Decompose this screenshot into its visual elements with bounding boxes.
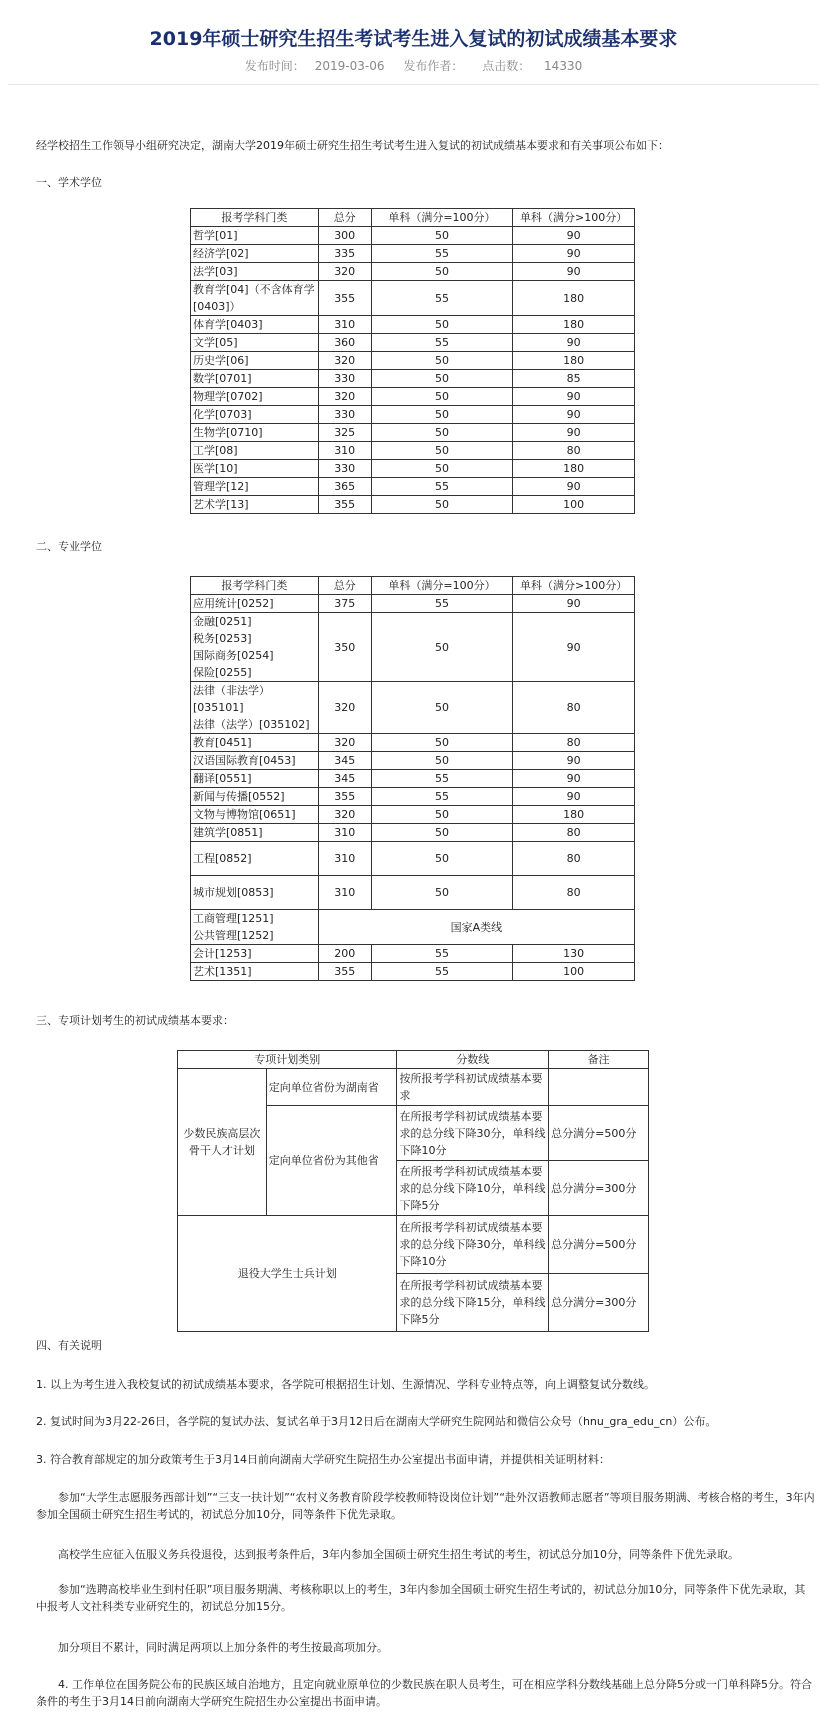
table-row: [191, 263, 635, 281]
score-cell: 355: [318, 963, 371, 981]
table-row: [191, 334, 635, 352]
table-row: [191, 352, 635, 370]
table-row: [191, 460, 635, 478]
table-header-cell: 总分: [318, 209, 371, 227]
score-cell: 50: [371, 424, 513, 442]
score-cell: 90: [513, 227, 635, 245]
table-row: [191, 842, 635, 876]
score-cell: 80: [513, 842, 635, 876]
table-row: [191, 442, 635, 460]
subject-cell: 医学[10]: [191, 460, 319, 478]
score-cell: 50: [371, 613, 513, 682]
table-row: [191, 876, 635, 910]
section1-heading: 一、学术学位: [36, 176, 102, 189]
subject-cell: 教育[0451]: [191, 734, 319, 752]
score-cell: 50: [371, 370, 513, 388]
section2-heading: 二、专业学位: [36, 540, 102, 553]
score-cell: 330: [318, 460, 371, 478]
score-cell: 80: [513, 876, 635, 910]
score-cell: 320: [318, 806, 371, 824]
score-cell: 50: [371, 876, 513, 910]
table-row: [191, 388, 635, 406]
subject-cell: 教育学[04]（不含体育学[0403]）: [191, 281, 319, 316]
subject-cell: 建筑学[0851]: [191, 824, 319, 842]
table-row: [191, 945, 635, 963]
score-cell: 50: [371, 442, 513, 460]
table-row: [191, 752, 635, 770]
table-row: [191, 910, 635, 945]
score-cell: 130: [513, 945, 635, 963]
score-cell: 320: [318, 682, 371, 734]
score-cell: 85: [513, 370, 635, 388]
subject-cell: 艺术学[13]: [191, 496, 319, 514]
table-row: [191, 613, 635, 682]
special-plan-table: [177, 1050, 649, 1332]
score-cell: 90: [513, 770, 635, 788]
table-row: [191, 788, 635, 806]
subject-cell: 应用统计[0252]: [191, 595, 319, 613]
table-header-cell: 单科（满分=100分）: [371, 209, 513, 227]
score-cell: 55: [371, 334, 513, 352]
score-cell: 80: [513, 682, 635, 734]
subject-cell: 文学[05]: [191, 334, 319, 352]
table-header-cell: 报考学科门类: [191, 209, 319, 227]
score-cell: 355: [318, 496, 371, 514]
table-header-cell: 总分: [318, 577, 371, 595]
table-row: [191, 734, 635, 752]
score-cell: 50: [371, 842, 513, 876]
note-hunan: [549, 1069, 649, 1106]
score-cell: 310: [318, 442, 371, 460]
publish-author-label: 发布作者：: [403, 59, 464, 73]
subject-cell: 工商管理[1251] 公共管理[1252]: [191, 910, 319, 945]
section3-heading: 三、专项计划考生的初试成绩基本要求：: [36, 1014, 234, 1027]
academic-degree-table: [190, 208, 635, 514]
subject-cell: 物理学[0702]: [191, 388, 319, 406]
score-cell: 55: [371, 788, 513, 806]
subject-cell: 工学[08]: [191, 442, 319, 460]
header-remark: 备注: [549, 1051, 649, 1069]
score-cell: 310: [318, 876, 371, 910]
score-cell: 320: [318, 263, 371, 281]
score-cell: 80: [513, 442, 635, 460]
sub-hunan: 定向单位省份为湖南省: [266, 1069, 397, 1106]
score-cell: 80: [513, 734, 635, 752]
score-cell: 50: [371, 263, 513, 281]
subject-cell: 文物与博物馆[0651]: [191, 806, 319, 824]
score-cell: 180: [513, 806, 635, 824]
score-cell: 50: [371, 806, 513, 824]
table-header-cell: 报考学科门类: [191, 577, 319, 595]
header-score-line: 分数线: [397, 1051, 549, 1069]
note-4: 4. 工作单位在国务院公布的民族区域自治地方，且定向就业原单位的少数民族在职人员考生，可在相应学科分数线基础上总分降5分或一门单科降5分。符合条件的考生于3月14日前向湖南大学研究生院招生办公室提出书面申请。: [36, 1678, 812, 1708]
score-cell: 375: [318, 595, 371, 613]
plan-veteran-student: 退役大学生士兵计划: [178, 1216, 397, 1332]
subject-cell: 法学[03]: [191, 263, 319, 281]
header-plan-category: 专项计划类别: [178, 1051, 397, 1069]
table-row: [191, 370, 635, 388]
score-cell: 90: [513, 263, 635, 281]
table-row: [191, 245, 635, 263]
score-cell: 180: [513, 460, 635, 478]
score-cell: 90: [513, 478, 635, 496]
score-cell: 345: [318, 752, 371, 770]
score-cell: 325: [318, 424, 371, 442]
score-cell: 310: [318, 316, 371, 334]
note-3a: 参加“大学生志愿服务西部计划”“三支一扶计划”“农村义务教育阶段学校教师特设岗位计划”“赴外汉语教师志愿者”等项目服务期满、考核合格的考生，3年内参加全国硕士研究生招生考试的，初试总分加10分，同等条件下优先录取。: [36, 1491, 815, 1521]
note-other-500: 总分满分=500分: [549, 1106, 649, 1161]
table-row: [191, 595, 635, 613]
table-header-cell: 单科（满分>100分）: [513, 577, 635, 595]
publish-date: [240, 59, 390, 73]
table-row: [191, 281, 635, 316]
score-cell: 55: [371, 595, 513, 613]
score-cell: 180: [513, 281, 635, 316]
subject-cell: 历史学[06]: [191, 352, 319, 370]
score-cell: 55: [371, 963, 513, 981]
score-cell: 90: [513, 595, 635, 613]
note-other-300: 总分满分=300分: [549, 1161, 649, 1216]
score-cell: 300: [318, 227, 371, 245]
score-cell: 50: [371, 752, 513, 770]
subject-cell: 经济学[02]: [191, 245, 319, 263]
score-cell: 90: [513, 613, 635, 682]
note-1: 1. 以上为考生进入我校复试的初试成绩基本要求，各学院可根据招生计划、生源情况、学科专业特点等，向上调整复试分数线。: [36, 1378, 655, 1391]
table-row: [191, 316, 635, 334]
section4-heading: 四、有关说明: [36, 1339, 102, 1352]
score-other-500: 在所报考学科初试成绩基本要求的总分线下降30分，单科线下降10分: [397, 1106, 549, 1161]
table-row: [191, 478, 635, 496]
note-3c: 参加“选聘高校毕业生到村任职”项目服务期满、考核称职以上的考生，3年内参加全国硕士研究生招生考试的，初试总分加10分，同等条件下优先录取，其中报考人文社科类专业研究生的，初试总分加15分。: [36, 1583, 806, 1613]
score-cell: 355: [318, 281, 371, 316]
table-row: [191, 824, 635, 842]
score-cell: 90: [513, 752, 635, 770]
score-veteran-500: 在所报考学科初试成绩基本要求的总分线下降30分，单科线下降10分: [397, 1216, 549, 1274]
table-row: [191, 406, 635, 424]
score-other-300: 在所报考学科初试成绩基本要求的总分线下降10分，单科线下降5分: [397, 1161, 549, 1216]
score-cell: 310: [318, 824, 371, 842]
subject-cell: 生物学[0710]: [191, 424, 319, 442]
score-cell: 320: [318, 352, 371, 370]
score-cell: 55: [371, 770, 513, 788]
table-row: [191, 806, 635, 824]
subject-cell: 城市规划[0853]: [191, 876, 319, 910]
score-cell: 345: [318, 770, 371, 788]
table-header-cell: 单科（满分>100分）: [513, 209, 635, 227]
table-row: [191, 424, 635, 442]
note-3: 3. 符合教育部规定的加分政策考生于3月14日前向湖南大学研究生院招生办公室提出书面申请，并提供相关证明材料：: [36, 1453, 610, 1466]
score-cell: 355: [318, 788, 371, 806]
score-cell: 55: [371, 478, 513, 496]
table-row: [191, 227, 635, 245]
score-cell: 350: [318, 613, 371, 682]
score-cell: 90: [513, 406, 635, 424]
score-cell: 50: [371, 352, 513, 370]
score-cell: 90: [513, 424, 635, 442]
score-cell: 360: [318, 334, 371, 352]
score-cell: 320: [318, 388, 371, 406]
intro-text: 经学校招生工作领导小组研究决定，湖南大学2019年硕士研究生招生考试考生进入复试的初试成绩基本要求和有关事项公布如下：: [36, 139, 669, 152]
score-cell: 50: [371, 824, 513, 842]
click-count-label: 点击数：: [482, 59, 531, 73]
subject-cell: 艺术[1351]: [191, 963, 319, 981]
subject-cell: 会计[1253]: [191, 945, 319, 963]
score-hunan: 按所报考学科初试成绩基本要求: [397, 1069, 549, 1106]
score-cell: 55: [371, 281, 513, 316]
score-cell: 100: [513, 963, 635, 981]
note-2: 2. 复试时间为3月22-26日，各学院的复试办法、复试名单于3月12日后在湖南大学研究生院网站和微信公众号（hnu_gra_edu_cn）公布。: [36, 1415, 717, 1428]
note-3b: 高校学生应征入伍服义务兵役退役，达到报考条件后，3年内参加全国硕士研究生招生考试的考生，初试总分加10分，同等条件下优先录取。: [58, 1548, 739, 1561]
note-veteran-500: 总分满分=500分: [549, 1216, 649, 1274]
publish-date-label: 发布时间：: [244, 59, 305, 73]
table-header-cell: 单科（满分=100分）: [371, 577, 513, 595]
table-row: [191, 963, 635, 981]
merged-score-cell: 国家A类线: [318, 910, 634, 945]
subject-cell: 管理学[12]: [191, 478, 319, 496]
note-veteran-300: 总分满分=300分: [549, 1274, 649, 1332]
score-cell: 50: [371, 460, 513, 478]
score-cell: 365: [318, 478, 371, 496]
score-cell: 90: [513, 245, 635, 263]
score-cell: 90: [513, 334, 635, 352]
subject-cell: 金融[0251] 税务[0253] 国际商务[0254] 保险[0255]: [191, 613, 319, 682]
score-cell: 310: [318, 842, 371, 876]
score-cell: 330: [318, 406, 371, 424]
score-cell: 330: [318, 370, 371, 388]
subject-cell: 汉语国际教育[0453]: [191, 752, 319, 770]
score-cell: 180: [513, 352, 635, 370]
score-cell: 50: [371, 227, 513, 245]
score-cell: 50: [371, 388, 513, 406]
sub-other-province: 定向单位省份为其他省: [266, 1106, 397, 1216]
score-veteran-300: 在所报考学科初试成绩基本要求的总分线下降15分，单科线下降5分: [397, 1274, 549, 1332]
subject-cell: 翻译[0551]: [191, 770, 319, 788]
score-cell: 55: [371, 245, 513, 263]
subject-cell: 工程[0852]: [191, 842, 319, 876]
score-cell: 320: [318, 734, 371, 752]
note-3d: 加分项目不累计，同时满足两项以上加分条件的考生按最高项加分。: [58, 1641, 388, 1654]
score-cell: 100: [513, 496, 635, 514]
subject-cell: 体育学[0403]: [191, 316, 319, 334]
score-cell: 90: [513, 388, 635, 406]
score-cell: 50: [371, 734, 513, 752]
subject-cell: 法律（非法学）[035101] 法律（法学）[035102]: [191, 682, 319, 734]
score-cell: 55: [371, 945, 513, 963]
table-row: [191, 770, 635, 788]
score-cell: 335: [318, 245, 371, 263]
score-cell: 50: [371, 406, 513, 424]
subject-cell: 数学[0701]: [191, 370, 319, 388]
subject-cell: 化学[0703]: [191, 406, 319, 424]
subject-cell: 新闻与传播[0552]: [191, 788, 319, 806]
score-cell: 50: [371, 682, 513, 734]
subject-cell: 哲学[01]: [191, 227, 319, 245]
article-meta: [0, 57, 827, 74]
table-row: [191, 496, 635, 514]
professional-degree-table: [190, 576, 635, 981]
score-cell: 180: [513, 316, 635, 334]
score-cell: 80: [513, 824, 635, 842]
publish-date-value: 2019-03-06: [314, 59, 385, 73]
score-cell: 200: [318, 945, 371, 963]
plan-minority-cadre: 少数民族高层次骨干人才计划: [178, 1069, 267, 1216]
click-count-value: 14330: [544, 59, 583, 73]
score-cell: 50: [371, 496, 513, 514]
page-title: 2019年硕士研究生招生考试考生进入复试的初试成绩基本要求: [149, 28, 678, 50]
table-row: [191, 682, 635, 734]
score-cell: 90: [513, 788, 635, 806]
title-divider: [8, 84, 819, 85]
click-count: [477, 59, 587, 73]
score-cell: 50: [371, 316, 513, 334]
